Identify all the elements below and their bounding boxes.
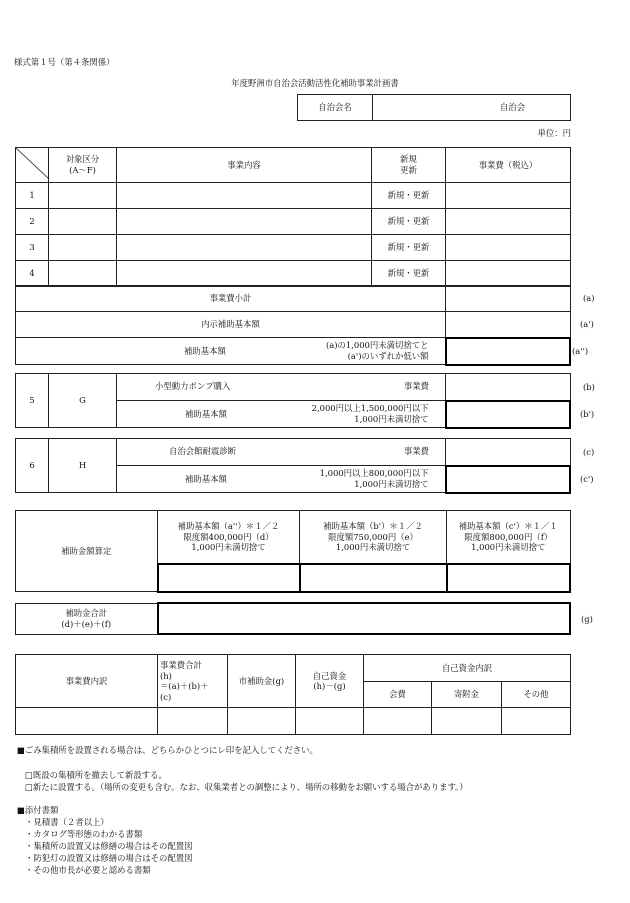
section6-table	[15, 438, 571, 494]
new-update-choice[interactable]: 新規・更新	[372, 260, 446, 286]
section6-base-cell	[117, 466, 446, 493]
attachment-item: ・見積書（２者以上）	[25, 817, 109, 827]
mark-a1: (a')	[580, 319, 594, 329]
header-content: 事業内容	[117, 148, 372, 183]
association-name-field[interactable]	[373, 95, 571, 121]
breakdown-sum-header: 事業費合計 (h) ＝(a)＋(b)＋ (c)	[158, 655, 228, 708]
category-field[interactable]	[49, 234, 117, 260]
cost-field[interactable]	[446, 260, 571, 286]
attachment-item: ・防犯灯の設置又は修繕の場合はその配置図	[25, 853, 193, 863]
breakdown-own-detail-header: 自己資金内訳	[364, 655, 571, 682]
base-note: (a)の1,000円未満切捨てと (a')のいずれか低い額	[325, 340, 429, 361]
calc-col2: 補助基本額（b'）＊１／２ 限度額750,000円（e） 1,000円未満切捨て	[300, 511, 447, 564]
subtotal-label: 事業費小計	[16, 286, 446, 312]
section6-category: H	[49, 439, 117, 493]
section6-item-cell	[117, 439, 446, 466]
base-shown-label: 内示補助基本額	[16, 312, 446, 338]
new-update-choice[interactable]: 新規・更新	[372, 182, 446, 208]
section5-cost-label: 事業費	[403, 381, 429, 391]
section5-item-cell	[117, 374, 446, 401]
breakdown-donation-header: 寄附金	[432, 682, 502, 708]
section5-table	[15, 373, 571, 429]
attachment-item: ・カタログ等形態のわかる書類	[25, 829, 143, 839]
mark-c: (c)	[583, 447, 595, 457]
cost-field[interactable]	[446, 208, 571, 234]
new-update-choice[interactable]: 新規・更新	[372, 234, 446, 260]
document-title: 年度野洲市自治会活動活性化補助事業計画書	[231, 78, 399, 88]
breakdown-own-field[interactable]	[296, 708, 364, 735]
content-field[interactable]	[117, 208, 372, 234]
diagonal-line	[16, 148, 49, 179]
calc-table	[15, 510, 571, 593]
calc-label: 補助金額算定	[16, 511, 158, 592]
section5-note: 2,000円以上1,500,000円以下 1,000円未満切捨て	[311, 403, 429, 424]
section5-cost-field[interactable]	[446, 374, 571, 401]
row-number: 1	[16, 182, 49, 208]
section5-base-field[interactable]	[446, 401, 571, 428]
mark-b: (b)	[583, 382, 595, 392]
header-category: 対象区分 (A〜F)	[49, 148, 117, 183]
unit-label: 単位：円	[537, 128, 571, 138]
breakdown-other-field[interactable]	[502, 708, 571, 735]
attachments-heading: ■添付書類	[17, 805, 59, 815]
category-field[interactable]	[49, 208, 117, 234]
table-row	[16, 260, 571, 286]
section5-category: G	[49, 374, 117, 428]
section6-cost-field[interactable]	[446, 439, 571, 466]
breakdown-label-spacer	[16, 708, 158, 735]
breakdown-city-field[interactable]	[228, 708, 296, 735]
new-update-choice[interactable]: 新規・更新	[372, 208, 446, 234]
row-number: 3	[16, 234, 49, 260]
content-field[interactable]	[117, 182, 372, 208]
section6-note: 1,000円以上800,000円以下 1,000円未満切捨て	[319, 468, 429, 489]
association-name-box	[297, 94, 571, 121]
cost-field[interactable]	[446, 234, 571, 260]
total-table	[15, 602, 571, 635]
section5-base-label: 補助基本額	[185, 409, 227, 419]
project-table	[15, 147, 571, 287]
association-suffix: 自治会	[499, 102, 525, 113]
table-row	[16, 182, 571, 208]
breakdown-own-header: 自己資金 (h)－(g)	[296, 655, 364, 708]
garbage-heading: ■ごみ集積所を設置される場合は、どちらかひとつにレ印を記入してください。	[17, 745, 318, 755]
row-number: 4	[16, 260, 49, 286]
mark-b1: (b')	[580, 409, 595, 419]
section5-number: 5	[16, 374, 49, 428]
garbage-option-2[interactable]: □新たに設置する。（場所の変更も含む。なお、収集業者との調整により、場所の移動をお願いする場合があります。）	[25, 782, 468, 792]
base-label: 補助基本額	[184, 346, 226, 356]
cost-field[interactable]	[446, 182, 571, 208]
calc-e-field[interactable]	[300, 564, 447, 592]
content-field[interactable]	[117, 260, 372, 286]
section6-cost-label: 事業費	[403, 446, 429, 456]
section6-base-label: 補助基本額	[185, 474, 227, 484]
table-row	[16, 208, 571, 234]
row-number: 2	[16, 208, 49, 234]
breakdown-city-header: 市補助金(g)	[228, 655, 296, 708]
base-shown-field[interactable]	[446, 312, 571, 338]
base-field[interactable]	[446, 338, 571, 365]
breakdown-sum-field[interactable]	[158, 708, 228, 735]
attachment-item: ・集積所の設置又は修繕の場合はその配置図	[25, 841, 193, 851]
table-row	[16, 234, 571, 260]
content-field[interactable]	[117, 234, 372, 260]
mark-a2: (a'')	[572, 346, 589, 356]
header-new: 新規 更新	[372, 148, 446, 183]
breakdown-donation-field[interactable]	[432, 708, 502, 735]
breakdown-other-header: その他	[502, 682, 571, 708]
form-number: 様式第１号（第４条関係）	[14, 57, 115, 67]
section5-base-cell	[117, 401, 446, 428]
total-label: 補助金合計 (d)＋(e)＋(f)	[16, 603, 158, 634]
diagonal-corner-cell	[16, 148, 49, 183]
section6-number: 6	[16, 439, 49, 493]
breakdown-fee-field[interactable]	[364, 708, 432, 735]
header-cost: 事業費（税込）	[446, 148, 571, 183]
calc-col1: 補助基本額（a''）＊１／２ 限度額400,000円（d） 1,000円未満切捨て	[158, 511, 300, 564]
category-field[interactable]	[49, 260, 117, 286]
section5-item: 小型動力ポンプ購入	[155, 381, 231, 391]
breakdown-table	[15, 654, 571, 735]
mark-a: (a)	[583, 293, 595, 303]
mark-c1: (c')	[580, 474, 594, 484]
section6-base-field[interactable]	[446, 466, 571, 493]
breakdown-label: 事業費内訳	[16, 655, 158, 708]
calc-d-field[interactable]	[158, 564, 300, 592]
calc-f-field[interactable]	[447, 564, 571, 592]
calc-col3: 補助基本額（c'）＊１／１ 限度額800,000円（f） 1,000円未満切捨て	[447, 511, 571, 564]
association-label: 自治会名	[298, 95, 373, 121]
category-field[interactable]	[49, 182, 117, 208]
garbage-option-1[interactable]: □既設の集積所を撤去して新設する。	[25, 770, 167, 780]
mark-g: (g)	[581, 614, 593, 624]
subtotal-field[interactable]	[446, 286, 571, 312]
base-label-cell	[16, 338, 446, 365]
total-field[interactable]	[158, 603, 571, 634]
summary-table	[15, 285, 571, 366]
section6-item: 自治会館耐震診断	[169, 446, 236, 456]
attachment-item: ・その他市長が必要と認める書類	[25, 865, 151, 875]
breakdown-fee-header: 会費	[364, 682, 432, 708]
